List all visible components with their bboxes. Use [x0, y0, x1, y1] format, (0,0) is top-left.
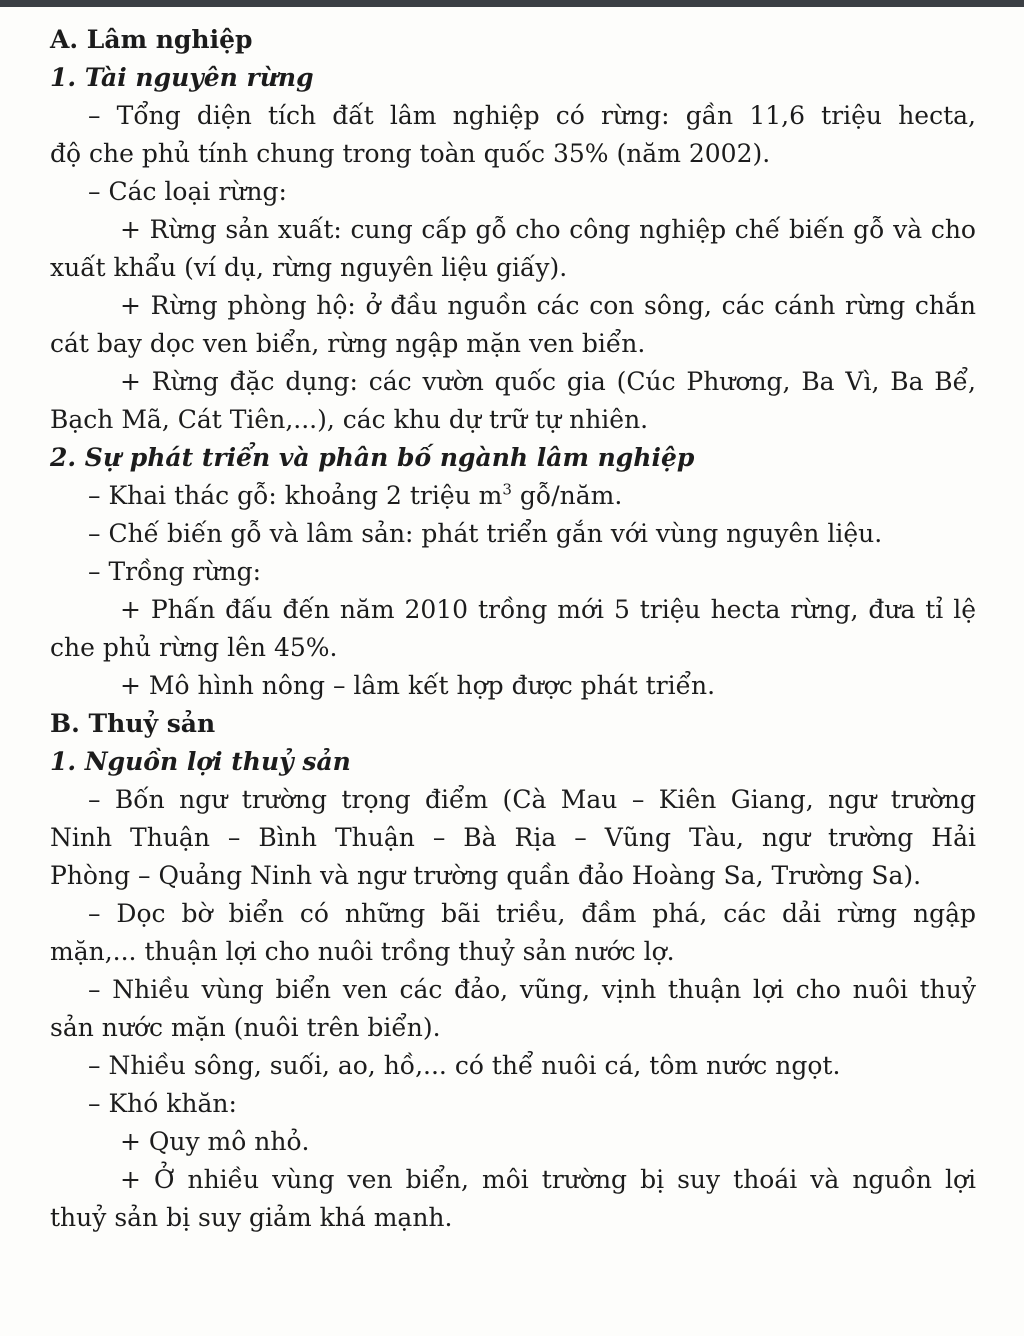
- section-a1-title: 1. Tài nguyên rừng: [50, 63, 314, 92]
- paragraph-line: – Trồng rừng:: [88, 557, 261, 586]
- paragraph-line: – Khó khăn:: [88, 1089, 237, 1118]
- paragraph-line: + Quy mô nhỏ.: [120, 1127, 310, 1156]
- paragraph-line: – Tổng diện tích đất lâm nghiệp có rừng: gần 11,6 triệu hecta,: [88, 101, 976, 130]
- document-page: [0, 7, 1024, 1237]
- paragraph-line: mặn,... thuận lợi cho nuôi trồng thuỷ sản nước lợ.: [50, 937, 675, 966]
- paragraph-line: thuỷ sản bị suy giảm khá mạnh.: [50, 1203, 453, 1232]
- paragraph-line: – Chế biến gỗ và lâm sản: phát triển gắn với vùng nguyên liệu.: [88, 519, 883, 548]
- section-b-heading: B. Thuỷ sản: [50, 709, 216, 738]
- paragraph-line: cát bay dọc ven biển, rừng ngập mặn ven biển.: [50, 329, 646, 358]
- paragraph-line: [50, 477, 976, 515]
- paragraph-line: Phòng – Quảng Ninh và ngư trường quần đảo Hoàng Sa, Trường Sa).: [50, 861, 922, 890]
- paragraph-line: độ che phủ tính chung trong toàn quốc 35% (năm 2002).: [50, 139, 771, 168]
- paragraph-line: – Nhiều sông, suối, ao, hồ,... có thể nuôi cá, tôm nước ngọt.: [88, 1051, 841, 1080]
- section-a2-title: 2. Sự phát triển và phân bố ngành lâm nghiệp: [50, 443, 695, 472]
- paragraph-line: Bạch Mã, Cát Tiên,...), các khu dự trữ tự nhiên.: [50, 405, 649, 434]
- paragraph-line: Ninh Thuận – Bình Thuận – Bà Rịa – Vũng Tàu, ngư trường Hải: [50, 823, 976, 852]
- paragraph-line: sản nước mặn (nuôi trên biển).: [50, 1013, 441, 1042]
- superscript: 3: [502, 480, 512, 499]
- paragraph-line: – Các loại rừng:: [88, 177, 287, 206]
- text-span: – Khai thác gỗ: khoảng 2 triệu m: [88, 481, 503, 510]
- paragraph-line: – Nhiều vùng biển ven các đảo, vũng, vịnh thuận lợi cho nuôi thuỷ: [88, 975, 976, 1004]
- paragraph-line: + Rừng phòng hộ: ở đầu nguồn các con sông, các cánh rừng chắn: [120, 291, 976, 320]
- paragraph-line: + Rừng đặc dụng: các vườn quốc gia (Cúc Phương, Ba Vì, Ba Bể,: [120, 367, 976, 396]
- paragraph-line: + Phấn đấu đến năm 2010 trồng mới 5 triệu hecta rừng, đưa tỉ lệ: [120, 595, 976, 624]
- paragraph-line: + Rừng sản xuất: cung cấp gỗ cho công nghiệp chế biến gỗ và cho: [120, 215, 976, 244]
- text-span: gỗ/năm.: [511, 481, 623, 510]
- section-a-heading: A. Lâm nghiệp: [50, 25, 253, 54]
- paragraph-line: – Bốn ngư trường trọng điểm (Cà Mau – Kiên Giang, ngư trường: [88, 785, 976, 814]
- paragraph-line: che phủ rừng lên 45%.: [50, 633, 338, 662]
- paragraph-line: + Ở nhiều vùng ven biển, môi trường bị suy thoái và nguồn lợi: [120, 1165, 976, 1194]
- paragraph-line: – Dọc bờ biển có những bãi triều, đầm phá, các dải rừng ngập: [88, 899, 976, 928]
- paragraph-line: xuất khẩu (ví dụ, rừng nguyên liệu giấy).: [50, 253, 568, 282]
- top-status-bar: [0, 0, 1024, 7]
- paragraph-line: + Mô hình nông – lâm kết hợp được phát triển.: [120, 671, 716, 700]
- section-b1-title: 1. Nguồn lợi thuỷ sản: [50, 747, 351, 776]
